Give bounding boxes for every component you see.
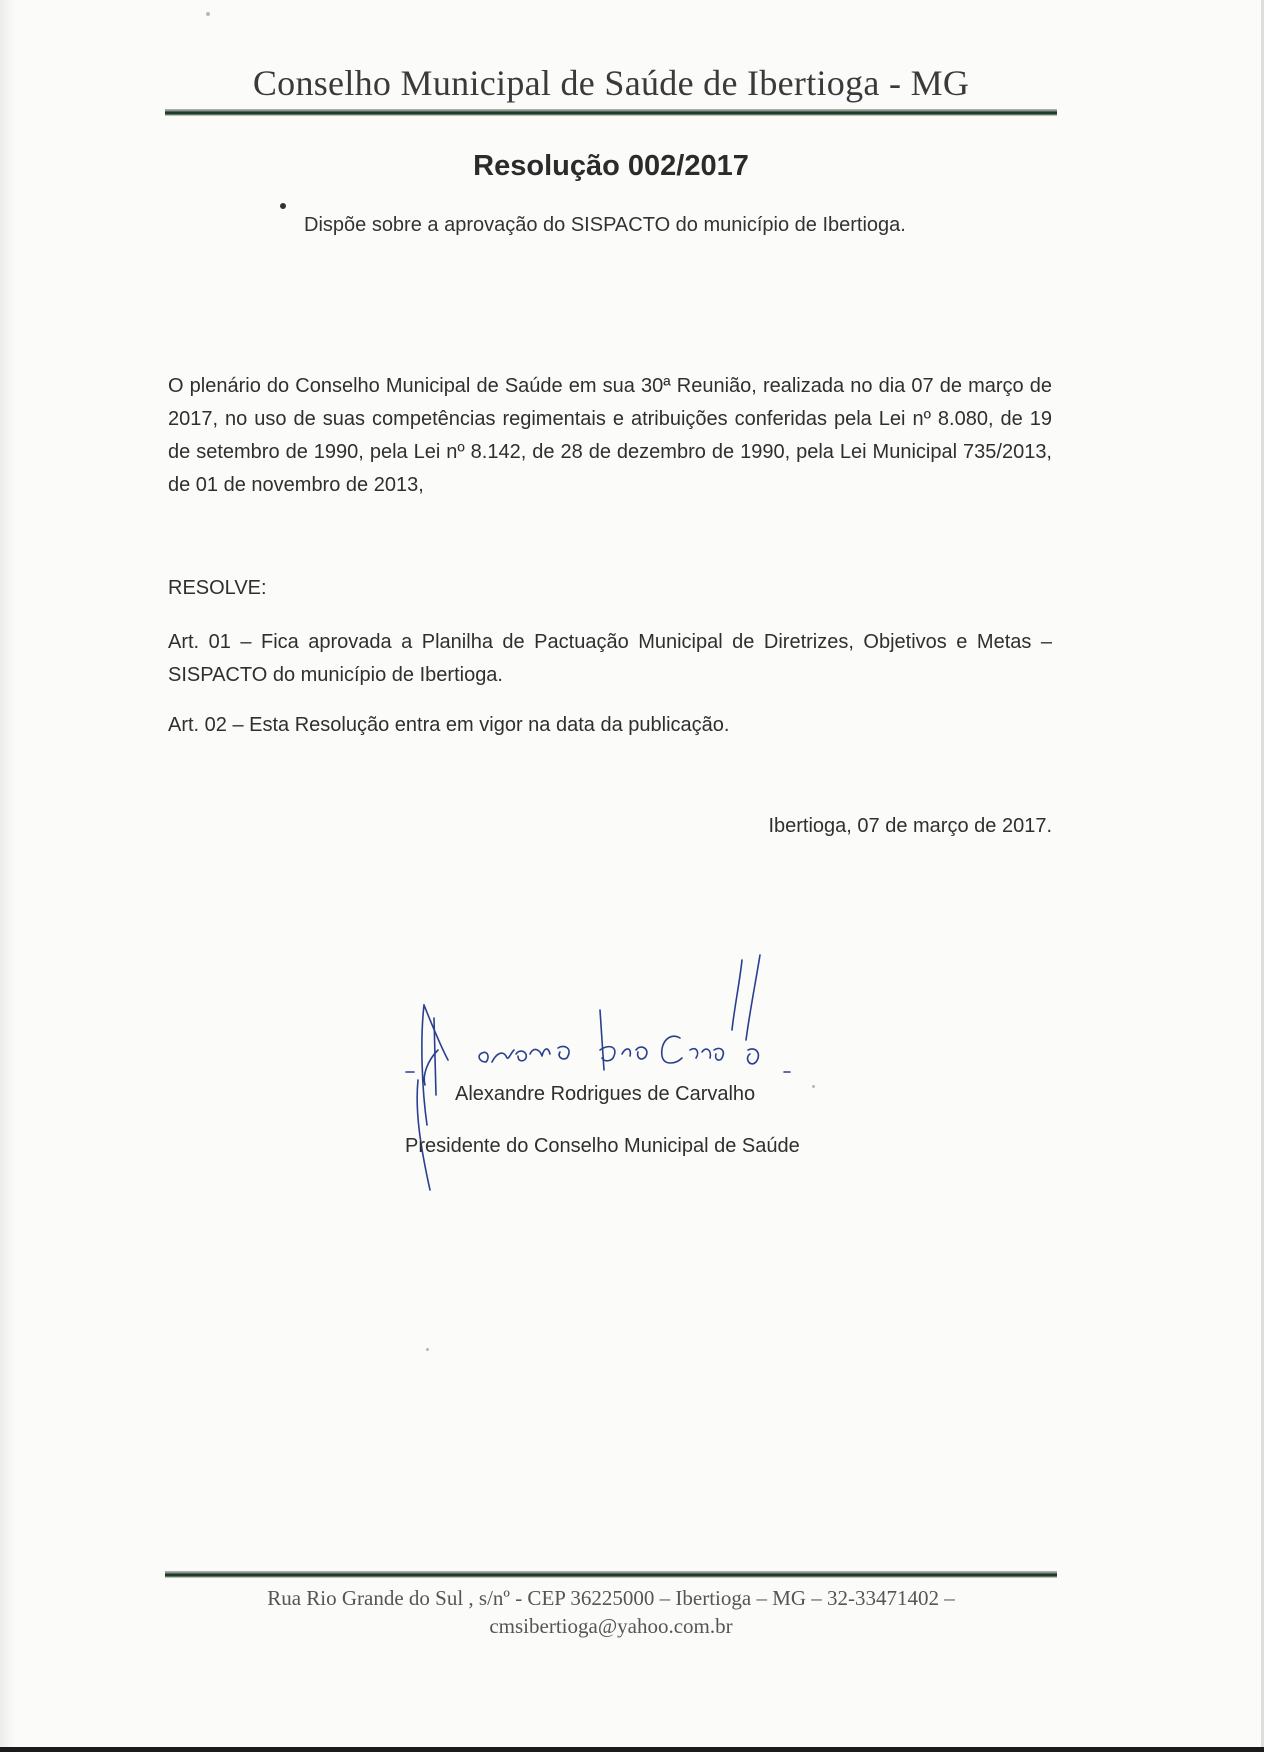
letterhead-title: Conselho Municipal de Saúde de Ibertioga - MG (252, 63, 970, 103)
resolution-title: Resolução 002/2017 (473, 150, 749, 182)
footer (165, 1584, 1057, 1640)
date-line: Ibertioga, 07 de março de 2017. (768, 815, 1052, 837)
article-1: Art. 01 – Fica aprovada a Planilha de Pactuação Municipal de Diretrizes, Objetivos e Metas – SISPACTO do município de Ibertioga. (168, 631, 1052, 686)
signatory-name: Alexandre Rodrigues de Carvalho (455, 1083, 756, 1105)
article-2: Art. 02 – Esta Resolução entra em vigor na data da publicação. (168, 714, 730, 736)
bullet-mark (280, 203, 286, 209)
scan-dust (206, 12, 210, 16)
footer-rule (165, 1571, 1057, 1578)
signatory-role: Presidente do Conselho Municipal de Saúde (405, 1135, 800, 1157)
scan-dust (426, 1348, 429, 1351)
scan-left-edge (0, 0, 14, 1752)
resolution-summary: Dispõe sobre a aprovação do SISPACTO do município de Ibertioga. (304, 214, 906, 236)
resolve-heading: RESOLVE: (168, 577, 267, 599)
preamble-paragraph: O plenário do Conselho Municipal de Saúde em sua 30ª Reunião, realizada no dia 07 de março de 2017, no uso de suas competências regimentais e atribuições conferidas pela Lei nº 8.080, de 19 de setembro de 1990, pela Lei nº 8.142, de 28 de dezembro de 1990, pela Lei Municipal 735/2013, de 01 de novembro de 2013, (168, 375, 1052, 496)
handwritten-signature (400, 950, 820, 1200)
footer-email: cmsibertioga@yahoo.com.br (489, 1614, 733, 1638)
letterhead-rule (165, 109, 1057, 116)
scan-bottom-edge (0, 1747, 1264, 1752)
footer-address: Rua Rio Grande do Sul , s/nº - CEP 36225000 – Ibertioga – MG – 32-33471402 – (267, 1586, 955, 1610)
